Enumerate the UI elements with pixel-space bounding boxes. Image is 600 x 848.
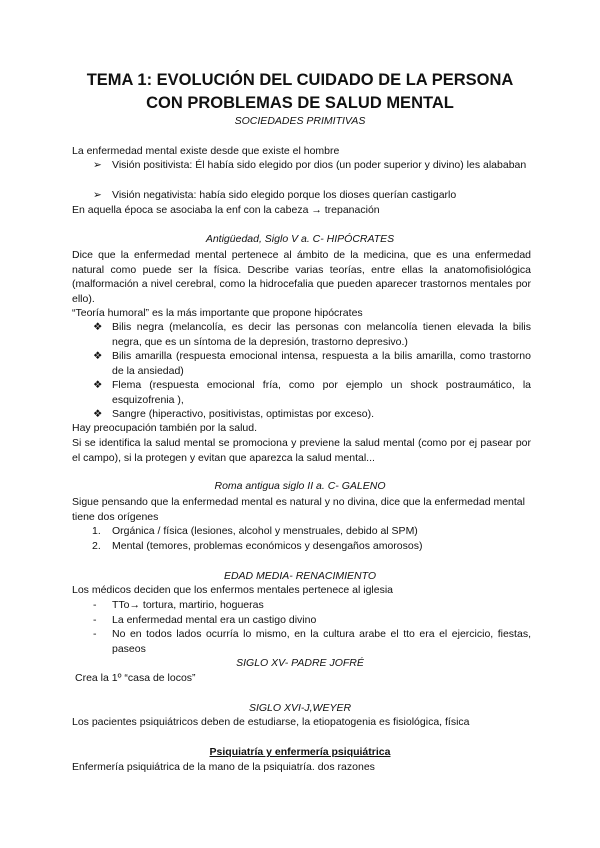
section-heading-jofre: SIGLO XV- PADRE JOFRÉ — [236, 657, 364, 669]
diamond-bullet-icon: ❖ — [93, 350, 103, 362]
list-item: TTo→ tortura, martirio, hogueras — [112, 599, 264, 611]
diamond-bullet-icon: ❖ — [93, 408, 103, 420]
paragraph: Los pacientes psiquiátricos deben de estudiarse, la etiopatogenia es fisiológica, física — [72, 716, 470, 728]
arrow-bullet-icon: ➢ — [93, 189, 102, 201]
list-number: 2. — [92, 540, 101, 552]
list-item: Bilis negra (melancolía, es decir las personas con melancolía tienen elevada la bilis negra, que es un síntoma de la depresión, trastorno depresivo.) — [112, 321, 531, 348]
list-number: 1. — [92, 525, 101, 537]
section-heading-weyer: SIGLO XVI-J,WEYER — [248, 702, 352, 714]
paragraph: Enfermería psiquiátrica de la mano de la psiquiatría. dos razones — [72, 761, 375, 773]
paragraph: Sigue pensando que la enfermedad mental es natural y no divina, dice que la enfermedad mental tiene dos orígenes — [72, 496, 525, 523]
document-title-line1: TEMA 1: EVOLUCIÓN DEL CUIDADO DE LA PERSONA — [86, 71, 514, 89]
paragraph: La enfermedad mental existe desde que existe el hombre — [72, 145, 340, 157]
section-heading-psiquiatria — [0, 745, 600, 759]
arrow-bullet-icon: ➢ — [93, 159, 102, 171]
list-item: Visión positivista: Él había sido elegido por dios (un poder superior y divino) les alababan — [112, 159, 527, 171]
section-heading-primitivas: SOCIEDADES PRIMITIVAS — [234, 115, 366, 127]
paragraph: Hay preocupación también por la salud. — [72, 422, 258, 434]
paragraph: Los médicos deciden que los enfermos mentales pertenece al iglesia — [72, 584, 394, 596]
paragraph: Si se identifica la salud mental se promociona y previene la salud mental (como por ej pasear por el campo), si la protegen y evitan que aparezca la salud mental... — [72, 437, 531, 464]
paragraph: “Teoría humoral” es la más importante que propone hipócrates — [72, 307, 363, 319]
list-item: Sangre (hiperactivo, positivistas, optimistas por exceso). — [112, 408, 375, 420]
list-item: Bilis amarilla (respuesta emocional intensa, respuesta a la bilis amarilla, como trastorno de la ansiedad) — [112, 350, 531, 377]
document-title-line2: CON PROBLEMAS DE SALUD MENTAL — [146, 94, 454, 112]
dash-bullet-icon: - — [93, 599, 97, 611]
diamond-bullet-icon: ❖ — [93, 379, 103, 391]
section-heading-hipocrates: Antigüedad, Siglo V a. C- HIPÓCRATES — [205, 233, 395, 245]
section-heading-edad-media: EDAD MEDIA- RENACIMIENTO — [223, 570, 377, 582]
list-item: La enfermedad mental era un castigo divino — [112, 614, 317, 626]
section-heading-galeno: Roma antigua siglo II a. C- GALENO — [214, 480, 386, 492]
list-item: Visión negativista: había sido elegido porque los dioses querían castigarlo — [112, 189, 457, 201]
list-item: Mental (temores, problemas económicos y desengaños amorosos) — [112, 540, 423, 552]
section-heading-text: Psiquiatría y enfermería psiquiátrica — [209, 746, 391, 758]
list-item: Orgánica / física (lesiones, alcohol y menstruales, debido al SPM) — [112, 525, 418, 537]
dash-bullet-icon: - — [93, 614, 97, 626]
list-item: Flema (respuesta emocional fría, como por ejemplo un shock postraumático, la esquizofrenia ), — [112, 379, 531, 406]
list-item: No en todos lados ocurría lo mismo, en la cultura arabe el tto era el ejercicio, fiestas, paseos — [112, 628, 531, 655]
dash-bullet-icon: - — [93, 628, 97, 640]
paragraph: En aquella época se asociaba la enf con la cabeza → trepanación — [72, 204, 380, 216]
paragraph: Dice que la enfermedad mental pertenece al ámbito de la medicina, que es una enfermedad natural como puede ser la física. Describe varias teorías, entre ellas la anatomofisiológica (malformación a nivel cerebral, como la hidrocefalia que pueden aparecer trastornos mentales por ello). — [72, 249, 531, 305]
diamond-bullet-icon: ❖ — [93, 321, 103, 333]
paragraph: Crea la 1º “casa de locos” — [75, 672, 196, 684]
